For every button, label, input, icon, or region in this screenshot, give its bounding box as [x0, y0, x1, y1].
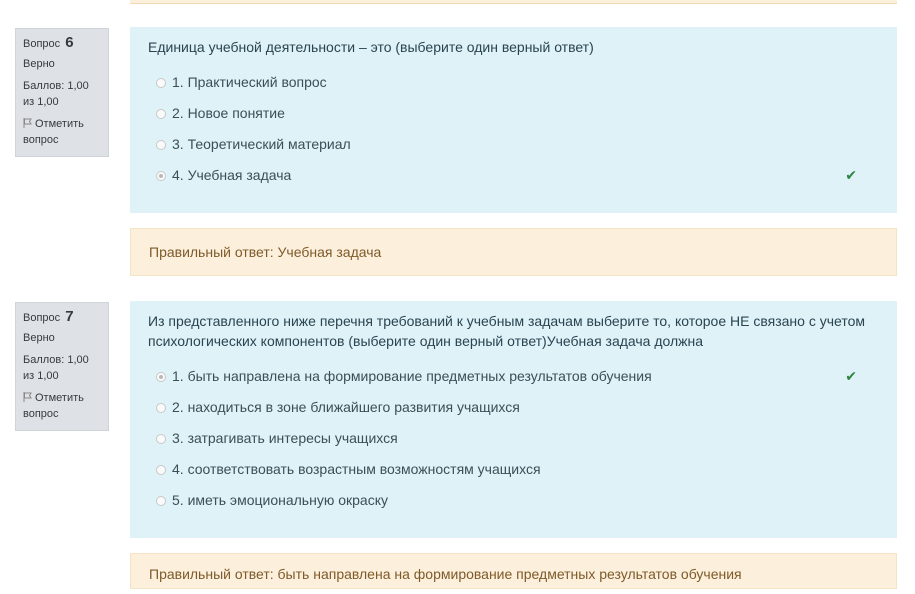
answer-option[interactable]: 3. затрагивать интересы учащихся: [148, 423, 879, 454]
flag-icon: [23, 118, 33, 128]
question-content-6: [130, 27, 897, 213]
question-state: Верно: [23, 332, 55, 344]
radio-icon[interactable]: [156, 434, 166, 444]
radio-icon[interactable]: [156, 403, 166, 413]
radio-icon[interactable]: [156, 171, 166, 181]
radio-icon[interactable]: [156, 140, 166, 150]
question-text: Единица учебной деятельности – это (выберите один верный ответ): [148, 39, 594, 55]
radio-icon[interactable]: [156, 465, 166, 475]
answer-list: [148, 361, 879, 516]
question-state: Верно: [23, 58, 55, 70]
question-grade: Баллов: 1,00 из 1,00: [23, 354, 89, 382]
radio-icon[interactable]: [156, 496, 166, 506]
answer-option[interactable]: 1. Практический вопрос: [148, 67, 879, 98]
answer-option[interactable]: 5. иметь эмоциональную окраску: [148, 485, 879, 516]
answer-list: [148, 67, 879, 191]
answer-option[interactable]: 4. соответствовать возрастным возможностям учащихся: [148, 454, 879, 485]
question-content-7: [130, 301, 897, 538]
flag-icon: [23, 392, 33, 402]
right-answer-feedback: Правильный ответ: быть направлена на формирование предметных результатов обучения: [130, 553, 897, 589]
question-number: Вопрос 6: [23, 34, 74, 51]
answer-option[interactable]: 2. находиться в зоне ближайшего развития учащихся: [148, 392, 879, 423]
check-icon: ✔: [845, 368, 857, 384]
answer-option-selected[interactable]: 1. быть направлена на формирование предметных результатов обучения ✔: [148, 361, 879, 392]
check-icon: ✔: [845, 167, 857, 183]
radio-icon[interactable]: [156, 372, 166, 382]
question-grade: Баллов: 1,00 из 1,00: [23, 80, 89, 108]
answer-option[interactable]: 2. Новое понятие: [148, 98, 879, 129]
flag-question-link[interactable]: Отметить вопрос: [23, 118, 84, 146]
radio-icon[interactable]: [156, 109, 166, 119]
previous-feedback-edge: [130, 0, 897, 4]
answer-option[interactable]: 3. Теоретический материал: [148, 129, 879, 160]
question-info-6: [15, 28, 109, 157]
flag-question-link[interactable]: Отметить вопрос: [23, 392, 84, 420]
question-number: Вопрос 7: [23, 308, 74, 325]
question-text: Из представленного ниже перечня требований к учебным задачам выберите то, которое НЕ связано с учетом психологических компонентов (выберите один верный ответ)Учебная задача должна: [148, 313, 865, 349]
radio-icon[interactable]: [156, 78, 166, 88]
answer-option-selected[interactable]: 4. Учебная задача ✔: [148, 160, 879, 191]
right-answer-feedback: Правильный ответ: Учебная задача: [130, 228, 897, 276]
question-info-7: [15, 302, 109, 431]
